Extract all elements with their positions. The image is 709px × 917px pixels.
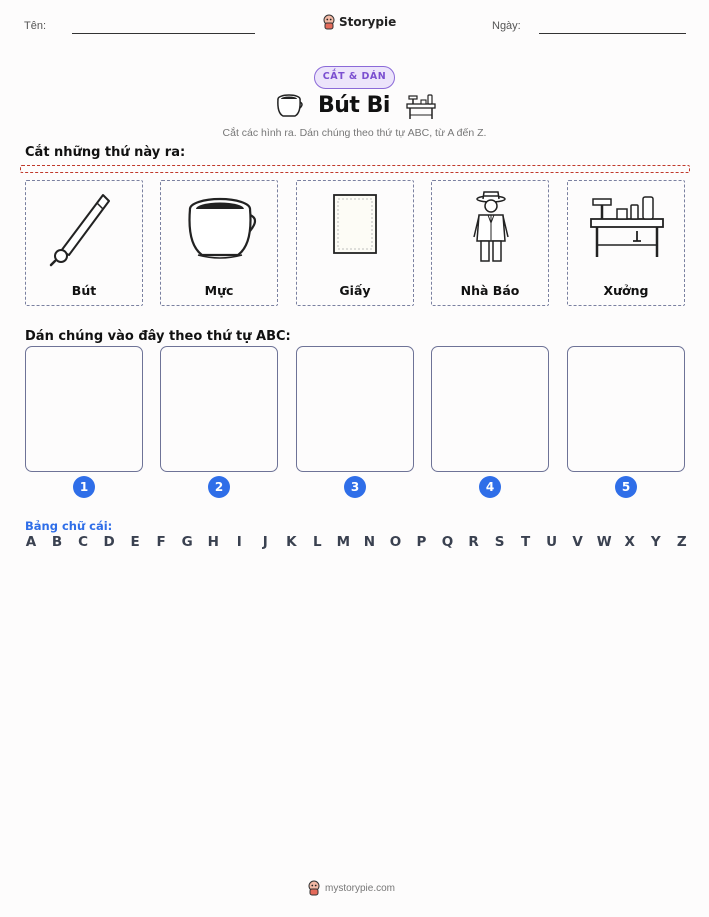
letter: I <box>236 534 242 550</box>
workbench-icon <box>587 189 667 269</box>
name-field-line[interactable] <box>72 33 255 34</box>
pen-icon <box>45 189 125 269</box>
letter: S <box>494 534 505 550</box>
brand-logo <box>322 14 396 30</box>
slot-number-5: 5 <box>615 476 637 498</box>
letter: X <box>624 534 635 550</box>
letter: K <box>286 534 297 550</box>
letter: Z <box>676 534 687 550</box>
card-label: Xưởng <box>603 283 649 298</box>
slot-number-3: 3 <box>344 476 366 498</box>
letter: G <box>181 534 193 550</box>
slot-number-1: 1 <box>73 476 95 498</box>
footer <box>307 880 395 896</box>
letter: E <box>130 534 140 550</box>
card-label: Nhà Báo <box>460 283 520 298</box>
letter: M <box>336 534 351 550</box>
letter: P <box>416 534 427 550</box>
instructions: Cắt các hình ra. Dán chúng theo thứ tự ABC, từ A đến Z. <box>222 127 487 139</box>
cut-card-nha-bao[interactable] <box>431 180 549 306</box>
letter: W <box>596 534 612 550</box>
cut-card-xuong[interactable] <box>567 180 685 306</box>
activity-badge: CẮT & DÁN <box>314 66 395 89</box>
alphabet-row <box>24 534 689 550</box>
workbench-title-icon <box>405 92 437 120</box>
cut-card-giay[interactable] <box>296 180 414 306</box>
brand-name: Storypie <box>339 15 397 29</box>
card-label: Bút <box>71 283 97 298</box>
paste-slot-4[interactable] <box>431 346 549 472</box>
paste-slot-1[interactable] <box>25 346 143 472</box>
letter: N <box>363 534 376 550</box>
paste-slot-3[interactable] <box>296 346 414 472</box>
letter: U <box>546 534 558 550</box>
letter: A <box>25 534 37 550</box>
letter: V <box>572 534 583 550</box>
letter: Q <box>441 534 454 550</box>
slot-number-4: 4 <box>479 476 501 498</box>
card-label: Mực <box>204 283 234 298</box>
letter: F <box>156 534 166 550</box>
letter: T <box>520 534 531 550</box>
letter: J <box>262 534 268 550</box>
page-title: Bút Bi <box>318 93 390 118</box>
letter: L <box>313 534 322 550</box>
ink-pot-title-icon <box>274 93 304 119</box>
storypie-mascot-icon <box>307 880 321 896</box>
name-label: Tên: <box>24 20 47 32</box>
letter: H <box>207 534 219 550</box>
letter: O <box>389 534 402 550</box>
paste-section-title: Dán chúng vào đây theo thứ tự ABC: <box>25 329 291 344</box>
slot-number-2: 2 <box>208 476 230 498</box>
letter: R <box>468 534 479 550</box>
card-label: Giấy <box>339 283 371 298</box>
ink-pot-icon <box>180 189 260 269</box>
journalist-icon <box>451 189 531 269</box>
storypie-mascot-icon <box>322 14 336 30</box>
cut-card-but[interactable] <box>25 180 143 306</box>
date-field-line[interactable] <box>539 33 686 34</box>
date-label: Ngày: <box>492 20 521 32</box>
letter: Y <box>650 534 661 550</box>
footer-site-link[interactable]: mystorypie.com <box>325 882 396 894</box>
paper-icon <box>316 189 396 269</box>
cut-card-muc[interactable] <box>160 180 278 306</box>
paste-slot-5[interactable] <box>567 346 685 472</box>
paste-slot-2[interactable] <box>160 346 278 472</box>
letter: D <box>103 534 115 550</box>
alphabet-label: Bảng chữ cái: <box>25 519 113 533</box>
cut-line <box>20 165 690 173</box>
cut-section-title: Cắt những thứ này ra: <box>25 145 186 160</box>
letter: B <box>51 534 63 550</box>
letter: C <box>78 534 89 550</box>
